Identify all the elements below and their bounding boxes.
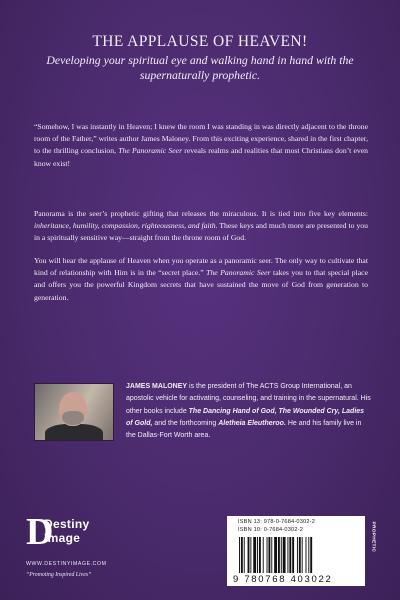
book-title-italic: The Panoramic Seer <box>118 146 183 156</box>
author-name: JAMES MALONEY <box>126 383 188 390</box>
paragraph-text: “Somehow, I was instantly in Heaven; I knew the room I was standing in was directly adjacent to the throne room of the Father,” writes author James Maloney. From this exciting experience, shared in the first chapter, to the thrilling conclusion, <box>34 122 368 156</box>
isbn-10: ISBN 10: 0-7684-0302-2 <box>238 527 304 533</box>
barcode-box <box>227 516 365 586</box>
description-paragraph-1 <box>34 121 368 170</box>
bio-text: He and his family live in the Dallas-Fort Worth area. <box>126 419 362 440</box>
category-label <box>368 520 378 580</box>
other-books: The Dancing Hand of God, The Wounded Cry, Ladies of Gold, <box>126 407 365 427</box>
logo-image: Image <box>44 531 81 545</box>
paragraph-text: Panorama is the seer’s prophetic gifting that releases the miraculous. It is tied into five key elements: <box>34 209 368 218</box>
paragraph-text: reveals realms and realities that most Christians don’t even know exist! <box>34 146 368 168</box>
author-bio <box>126 381 372 442</box>
author-photo-beard <box>62 411 84 425</box>
logo-letter: D <box>26 511 54 553</box>
book-title-italic: The Panoramic Seer <box>206 268 271 278</box>
publisher-logo <box>26 513 116 558</box>
logo-destiny: Destiny <box>44 517 90 531</box>
bio-text: and the forthcoming <box>152 419 219 427</box>
paragraph-text: These keys and much more are presented to you in a spiritually sensitive way—straight from the throne room of God. <box>34 221 368 243</box>
forthcoming-book: Aletheia Eleutheroo. <box>218 419 286 427</box>
back-cover-title: THE APPLAUSE OF HEAVEN! <box>92 33 308 50</box>
category-text: PROPHETIC <box>370 521 376 553</box>
isbn-13: ISBN 13: 978-0-7684-0302-2 <box>238 519 316 525</box>
author-photo <box>34 383 114 441</box>
publisher-website: WWW.DESTINYIMAGE.COM <box>26 561 107 567</box>
description-paragraph-3 <box>34 255 368 304</box>
bio-text: is the president of The ACTS Group International, an apostolic vehicle for activating, counseling, and training in the supernatural. His other books include <box>126 383 371 415</box>
description-paragraph-2 <box>34 208 368 245</box>
publisher-tagline: “Promoting Inspired Lives” <box>26 572 92 578</box>
paragraph-text: You will hear the applause of Heaven when you operate as a panoramic seer. The only way to cultivate that kind of relationship with Him is in the “secret place.” <box>34 256 368 278</box>
key-elements-italic: inheritance, humility, compassion, righteousness, and faith. <box>34 221 218 231</box>
paragraph-text: takes you to that special place and offers you the powerful Kingdom secrets that have sustained the move of God from generation to generation. <box>34 268 368 302</box>
ean-number: 9 780768 403022 <box>233 574 333 585</box>
back-cover-subtitle: Developing your spiritual eye and walking hand in hand with the supernaturally prophetic. <box>46 53 354 82</box>
author-photo-shirt <box>45 424 103 441</box>
barcode-bars <box>239 537 349 573</box>
